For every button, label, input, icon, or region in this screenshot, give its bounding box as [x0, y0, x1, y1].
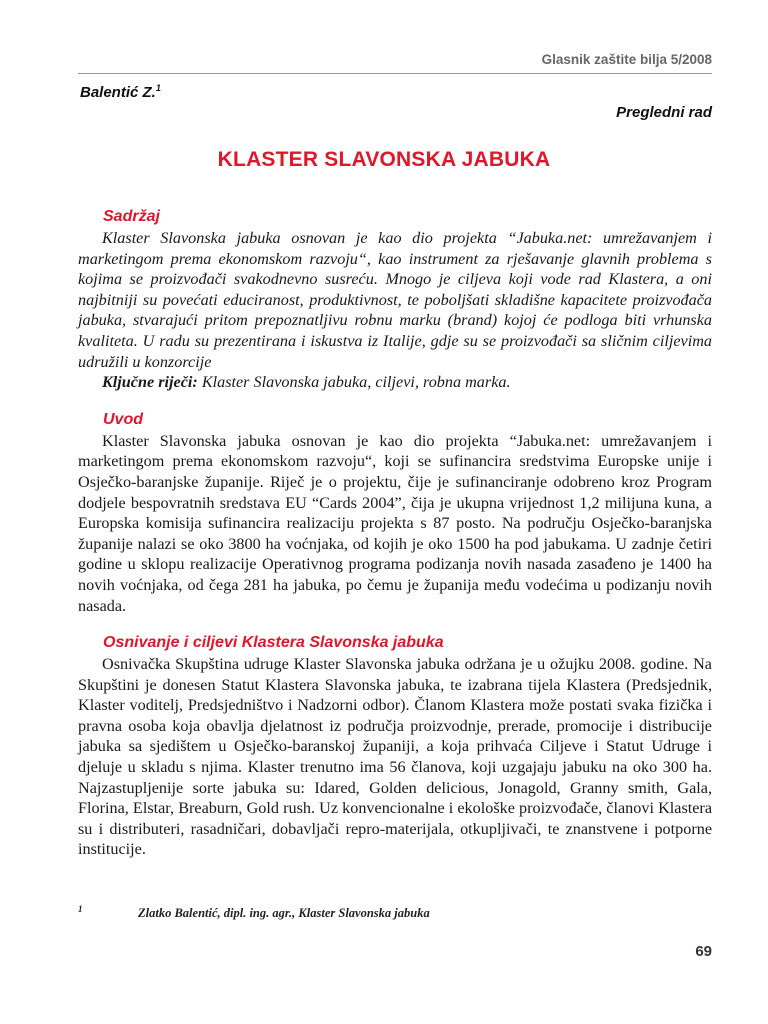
- abstract-paragraph: Klaster Slavonska jabuka osnovan je kao dio projekta “Jabuka.net: umrežavanjem i marketingom prema ekonomskom razvoju“, kao instrument za rješavanje glavnih problema s kojima se proizvođači svakodnevno susreću. Mnogo je ciljeva koji vode rad Klastera, a oni najbitniji su povećati educiranost, produktivnost, te poboljšati skladišne kapacitete proizvođača jabuka, stvarajući pritom prepoznatljivu robnu marku (brand) kojoj će podloga biti vrhunska kvaliteta. U radu su prezentirana i iskustva iz Italije, gdje su se proizvođači sa sličnim ciljevima udružili u konzorcije: [78, 229, 712, 371]
- article-body: [78, 206, 712, 860]
- keywords-text: Klaster Slavonska jabuka, ciljevi, robna marka.: [197, 373, 511, 392]
- footnote-text: Zlatko Balentić, dipl. ing. agr., Klaster Slavonska jabuka: [138, 906, 430, 921]
- paper-type: Pregledni rad: [616, 104, 712, 121]
- section-heading-sadrzaj: Sadržaj: [103, 208, 160, 225]
- author-footnote-ref: 1: [155, 83, 161, 93]
- author-line: [80, 83, 161, 101]
- section-heading-uvod: Uvod: [103, 410, 143, 428]
- osnivanje-paragraph: Osnivačka Skupština udruge Klaster Slavonska jabuka održana je u ožujku 2008. godine. Na Skupštini je donesen Statut Klastera Slavonska jabuka, te izabrana tijela Klastera (Predsjednik, Klaster voditelj, Predsjedništvo i Nadzorni odbor). Članom Klastera može postati svaka fizička i pravna osoba koja obavlja djelatnost iz područja proizvodnje, prerade, promocije i distribucije jabuka sa sjedištem u Osječko-baranskoj županiji, a koja prihvaća Ciljeve i Statut Udruge i djeluje u skladu s njima. Klaster trenutno ima 56 članova, koji uzgajaju jabuku na oko 300 ha. Najzastupljenije sorte jabuka su: Idared, Golden delicious, Jonagold, Granny smith, Gala, Florina, Elstar, Breaburn, Gold rush. Uz konvencionalne i ekološke proizvođače, članovi Klastera su i distributeri, rasadničari, dobavljači repro-materijala, otkupljivači, te znanstvene i potporne institucije.: [78, 655, 712, 859]
- author-name: Balentić Z.: [80, 84, 156, 101]
- keywords-line: [78, 372, 712, 393]
- paper-title: KLASTER SLAVONSKA JABUKA: [217, 148, 551, 171]
- section-heading-osnivanje: Osnivanje i ciljevi Klastera Slavonska jabuka: [103, 634, 444, 652]
- footnote: [78, 904, 430, 921]
- keywords-label: Ključne riječi:: [102, 373, 198, 392]
- header-rule: [78, 73, 712, 74]
- intro-paragraph: Klaster Slavonska jabuka osnovan je kao dio projekta “Jabuka.net: umrežavanjem i marketingom prema ekonomskom razvoju“, koji se sufinancira sredstvima Europske unije i Osječko-baranjske županije. Riječ je o projektu, čije je sufinanciranje odobreno kroz Program dodjele bespovratnih sredstava EU “Cards 2004”, čija je ukupna vrijednost 1,2 milijuna kuna, a Europska komisija sufinancira realizaciju projekta s 87 posto. Na području Osječko-baranjska županije nalazi se oko 3800 ha voćnjaka, od kojih je oko 1500 ha pod jabukama. U zadnje četiri godine u sklopu realizacije Operativnog programa podizanja novih nasada zasađeno je 1400 ha novih voćnjaka, od čega 281 ha jabuka, po čemu je županija među vodećima u podizanju novih nasada.: [78, 431, 712, 615]
- journal-header: Glasnik zaštite bilja 5/2008: [541, 52, 712, 67]
- page-number: 69: [695, 943, 712, 960]
- footnote-mark: 1: [78, 904, 83, 914]
